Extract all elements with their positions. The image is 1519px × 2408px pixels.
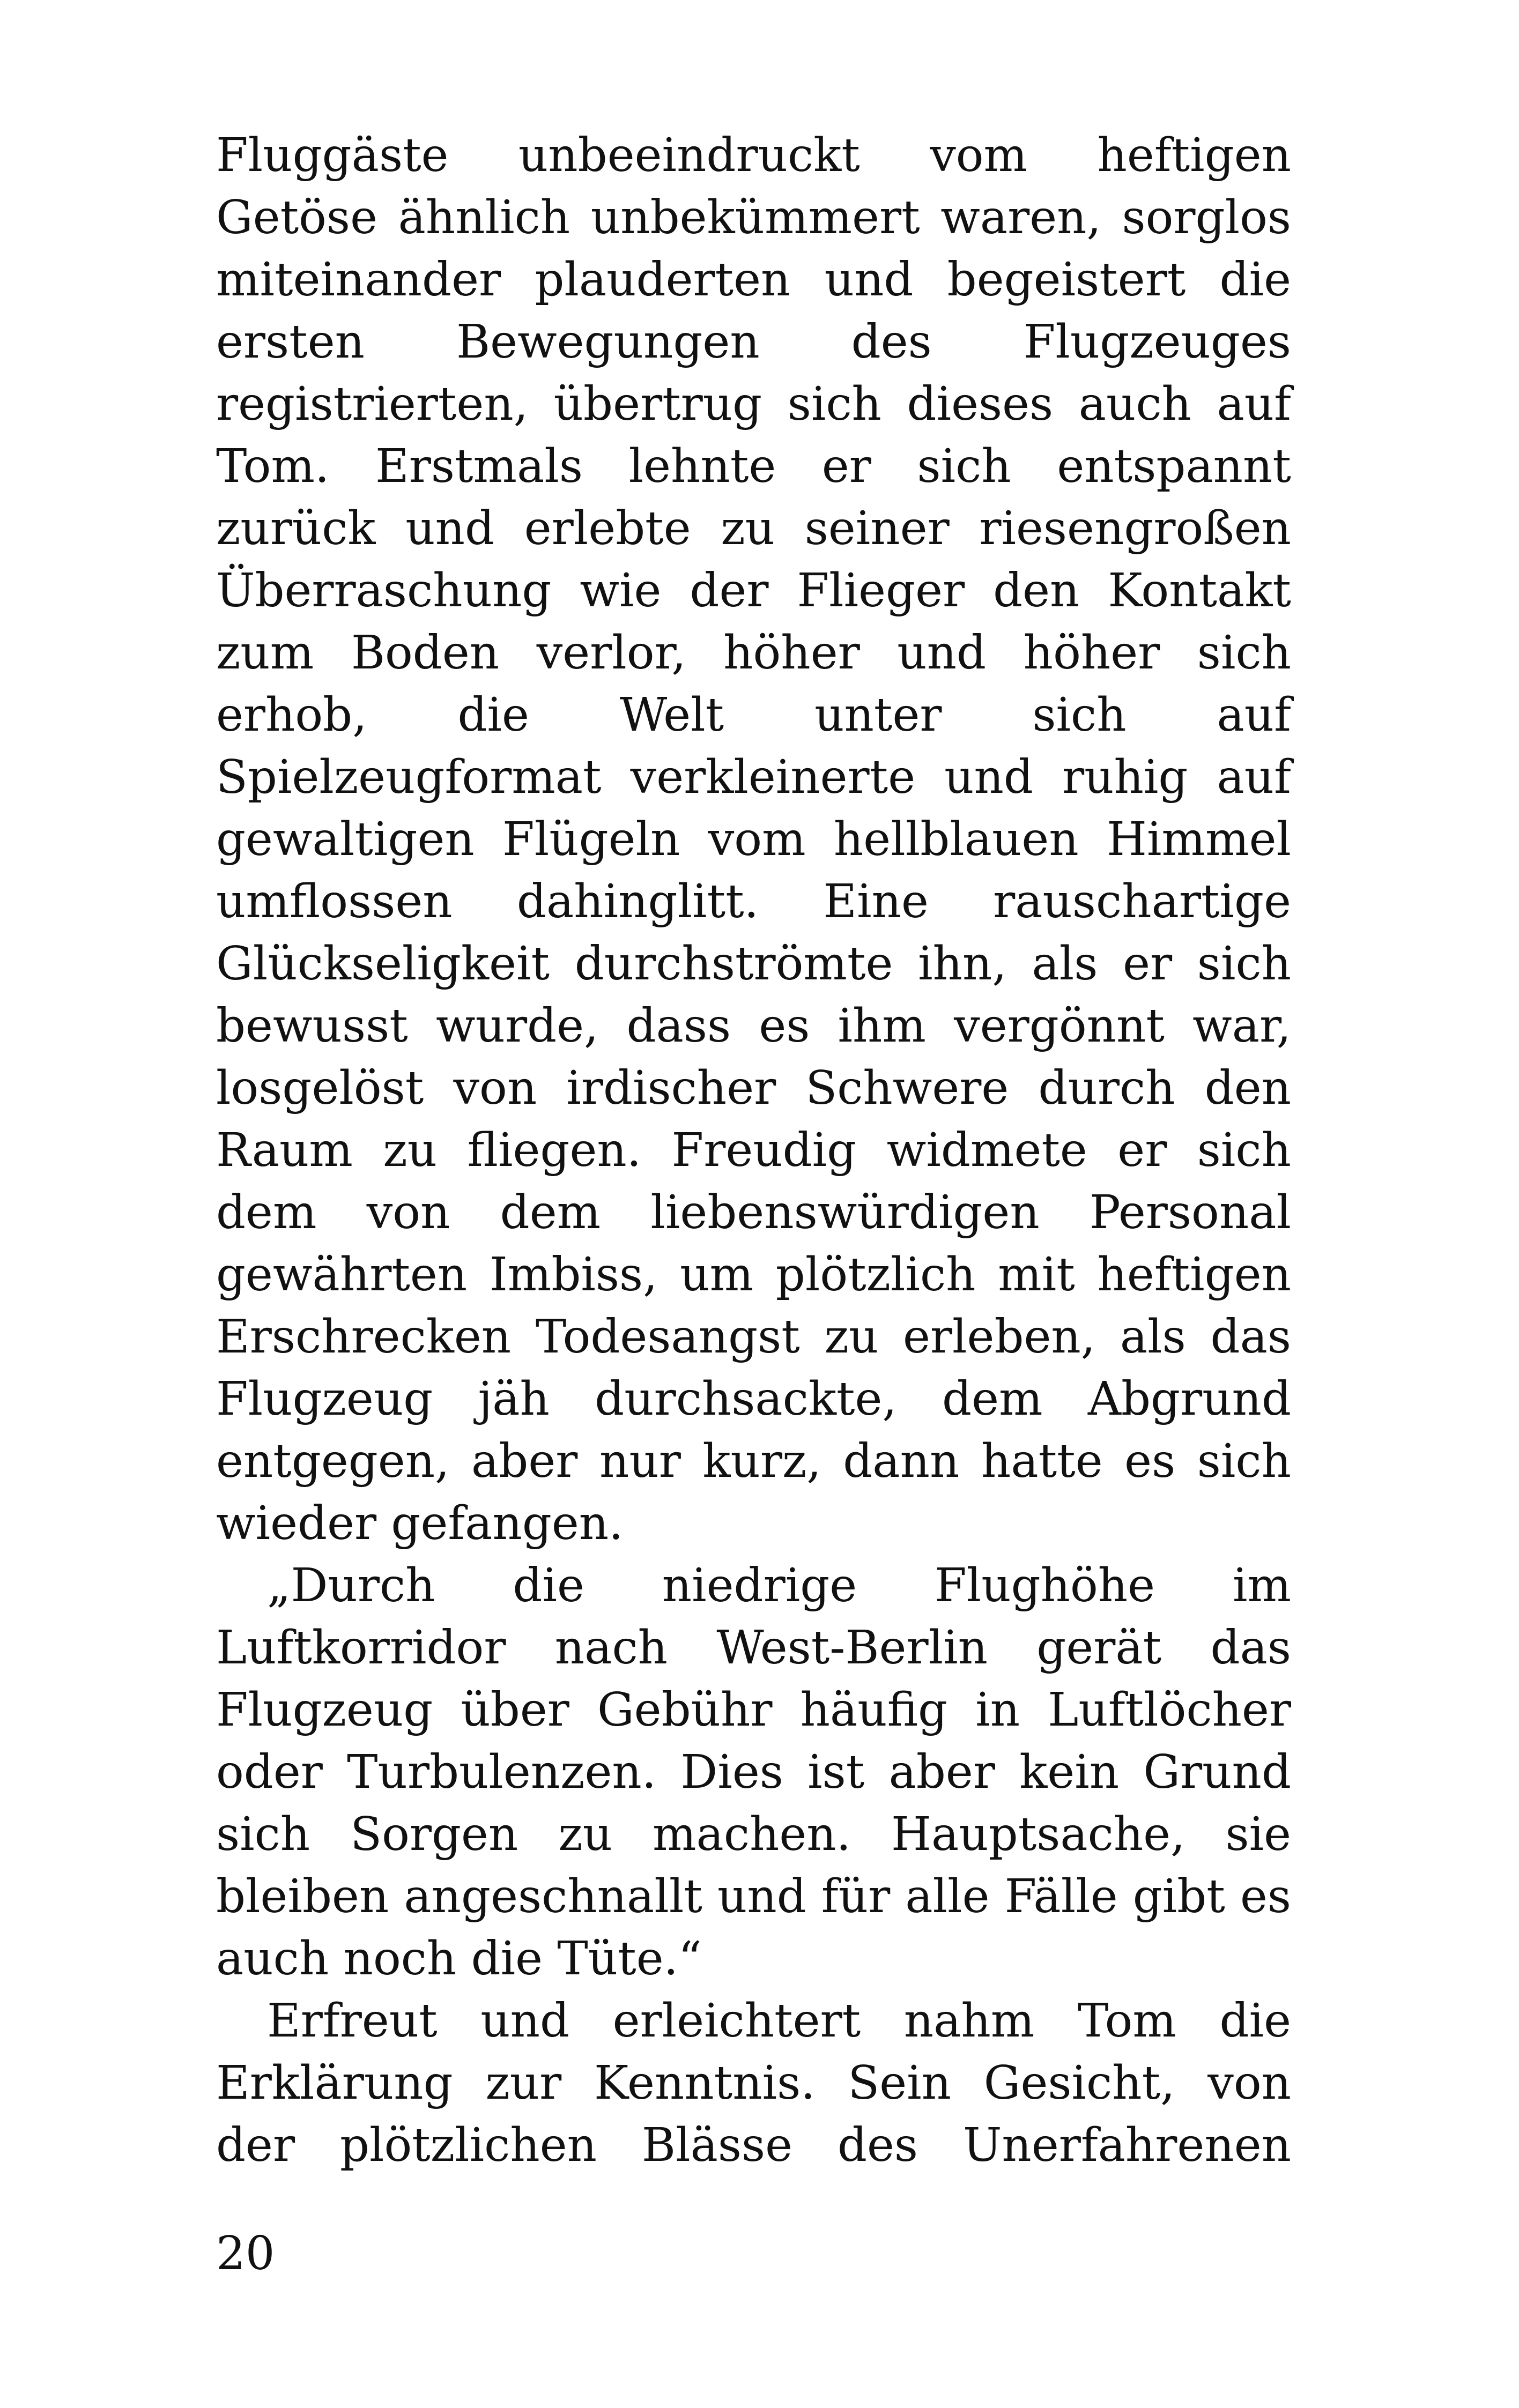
paragraph-3: Erfreut und erleichtert nahm Tom die Erklärung zur Kenntnis. Sein Gesicht, von der plötzlichen Blässe des Unerfahrenen xyxy=(216,1994,1291,2172)
paragraph-1: Fluggäste unbeeindruckt vom heftigen Getöse ähnlich unbekümmert waren, sorglos miteinander plauderten und begeistert die ersten Bewegungen des Flugzeuges registrierten, übertrug sich dieses auch auf Tom. Erstmals lehnte er sich entspannt zurück und erlebte zu seiner riesengroßen Überraschung wie der Flieger den Kontakt zum Boden verlor, höher und höher sich erhob, die Welt unter sich auf Spielzeugformat verkleinerte und ruhig auf gewaltigen Flügeln vom hellblauen Himmel umflossen dahinglitt. Eine rauschartige Glückseligkeit durchströmte ihn, als er sich bewusst wurde, dass es ihm vergönnt war, losgelöst von irdischer Schwere durch den Raum zu fliegen. Freudig widmete er sich dem von dem liebenswürdigen Personal gewährten Imbiss, um plötzlich mit heftigen Erschrecken Todesangst zu erleben, als das Flugzeug jäh durchsackte, dem Abgrund entgegen, aber nur kurz, dann hatte es sich wieder gefangen. xyxy=(216,129,1291,1550)
paragraph-2: „Durch die niedrige Flughöhe im Luftkorridor nach West-Berlin gerät das Flugzeug über Gebühr häufig in Luftlöcher oder Turbulenzen. Dies ist aber kein Grund sich Sorgen zu machen. Hauptsache, sie bleiben angeschnallt und für alle Fälle gibt es auch noch die Tüte.“ xyxy=(216,1559,1291,1986)
body-text xyxy=(216,124,1291,2176)
page-number: 20 xyxy=(216,2227,275,2280)
